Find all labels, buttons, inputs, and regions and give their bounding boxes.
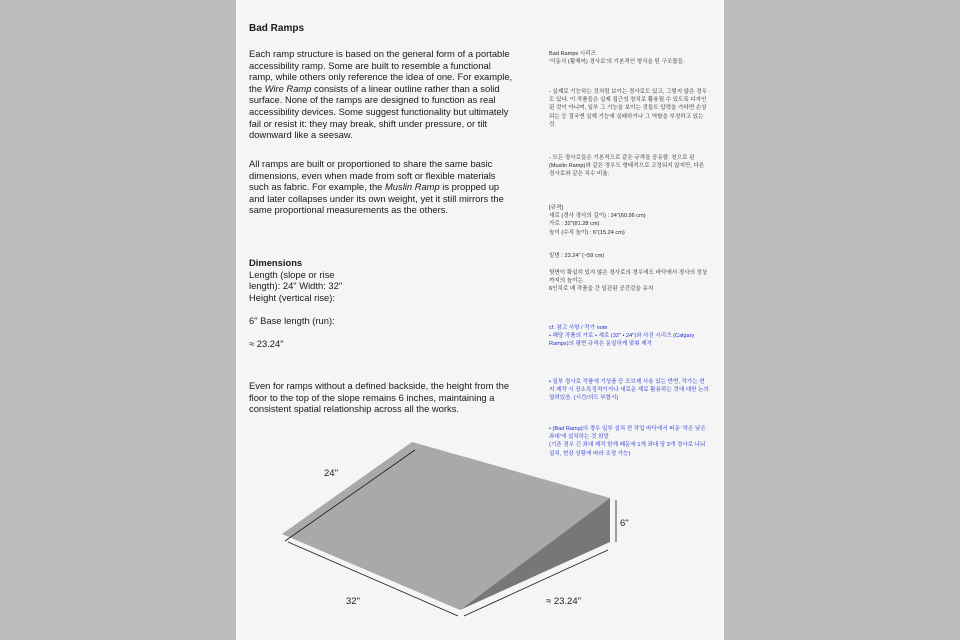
korean-proportion-note xyxy=(549,154,709,179)
dimensions-line: length): 24" Width: 32" xyxy=(249,280,343,292)
intro-paragraph xyxy=(249,48,517,141)
korean-line: - 실제로 기능하는 것처럼 보이는 경사로도 있고, 그렇지 않은 경우도 있다. 이 작품들은 실제 접근성 장치로 활용될 수 있도록 디자인된 것이 아니며, 일부 그 기능을 보이는 것들도 압력을 가하면 손상되는 등 결국엔 실제 기능에 실패하거나 그 역할을 부정하고 있는 것. xyxy=(549,89,707,128)
korean-line: '이동식 (휠체어) 경사로'의 기본적인 형식을 띤 구조물들. xyxy=(549,59,685,66)
dimensions-section xyxy=(249,257,517,350)
korean-height-note xyxy=(549,269,709,294)
artist-note-2 xyxy=(549,378,709,403)
korean-line: - 모든 경사로들은 기본적으로 같은 규격을 공유함. 천으로 된 (Muslin Ramp)와 같은 경우도 형태적으로 고정되지 않지만, 다른 경사로와 같은 치수 비율. xyxy=(549,155,705,178)
intro-text-a: Each ramp structure is based on the general form of a portable accessibility ramp. Some are built to resemble a functional ramp, while others only reference the idea of one. For example, the xyxy=(249,48,513,94)
korean-function-note xyxy=(549,88,709,129)
spacer xyxy=(249,327,517,339)
slope-label: 24" xyxy=(324,468,338,479)
page-title: Bad Ramps xyxy=(249,23,305,34)
korean-specs xyxy=(549,204,709,237)
height-label: 6" xyxy=(620,518,629,529)
height-paragraph: Even for ramps without a defined backside, the height from the floor to the top of the slope remains 6 inches, maintaining a consistent spatial relationship across all the works. xyxy=(249,380,510,415)
dimensions-heading: Dimensions xyxy=(249,257,303,268)
dimensions-line: ≈ 23.24" xyxy=(249,338,284,350)
muslin-ramp-title: Muslin Ramp xyxy=(385,181,440,193)
korean-line: 뒷면이 확실히 있지 않은 경사로의 경우에도 바닥에서 경사의 정상까지의 높이는 xyxy=(549,270,708,285)
korean-line: 6인치로 매 작품을 간 일관된 공간감을 유지 xyxy=(549,286,654,293)
korean-line: 높이 (수직 높이) : 6"(15.24 cm) xyxy=(549,229,625,236)
run-label: ≈ 23.24" xyxy=(546,596,581,607)
dimensions-line: Height (vertical rise): xyxy=(249,291,335,303)
dimensions-line: Length (slope or rise xyxy=(249,268,335,280)
document-page xyxy=(236,0,724,640)
korean-line: cf. 참고 사항 / 작가 note xyxy=(549,325,608,331)
korean-line: (기존 경우 긴 좌대 제작 한계 때문에 1개 좌대 당 3개 경사로 나눠 설치, 현장 상황에 따라 조정 가능) xyxy=(549,442,706,457)
spacer xyxy=(249,303,517,315)
intro-text-b: consists of a linear outline rather than a solid surface. None of the ramps are designed to function as real accessibility devices. Some suggest functionality but ultimately fail or resist it: they may break, shift under pressure, or tilt downward like a seesaw. xyxy=(249,82,509,141)
korean-line: • 일부 경사로 작품에 기성품 등 오브제 사용 있는 반면, 작가는 현지 제작 시 장소특정적이거나 새로운 재료 활용하는 것에 대한 논의 열려있음. (시간/의도 부합시) xyxy=(549,379,709,402)
proportion-text-a: All ramps are built or proportioned to share the same basic dimensions, even when made from soft or flexible materials such as fabric. For example, the xyxy=(249,158,496,193)
korean-base xyxy=(549,252,709,260)
korean-series-intro xyxy=(549,50,709,66)
ramp-diagram xyxy=(236,430,724,640)
korean-line: 가로 : 32"(81.28 cm) xyxy=(549,221,600,228)
korean-line: • 해당 작품의 가로 • 세로 (32" • 24")와 사진 시리즈 (Calgary Ramps)의 평면 규격은 동일하게 맞춰 제작 xyxy=(549,333,695,348)
korean-line: • (Bad Ramp)의 경우 일부 설치 전 작업 바닥에서 떠운 '작은 낮은 좌대'에 설치하는 것 희망 xyxy=(549,426,706,441)
korean-line: 밑변 : 23.24" (~59 cm) xyxy=(549,253,605,259)
korean-line: 세로 (경사 경사의 길이) : 24"(60.96 cm) xyxy=(549,213,646,220)
proportion-paragraph xyxy=(249,158,517,216)
artist-note-1 xyxy=(549,324,709,349)
korean-line: Bad Ramps 시리즈 xyxy=(549,51,596,57)
dimensions-line: 6" Base length (run): xyxy=(249,314,335,326)
korean-line: [규격] xyxy=(549,205,563,211)
wire-ramp-title: Wire Ramp xyxy=(264,82,312,94)
width-label: 32" xyxy=(346,596,360,607)
proportion-text-b: is propped up and later collapses under its own weight, yet it still mirrors the same proportional measurements as the others. xyxy=(249,181,504,216)
